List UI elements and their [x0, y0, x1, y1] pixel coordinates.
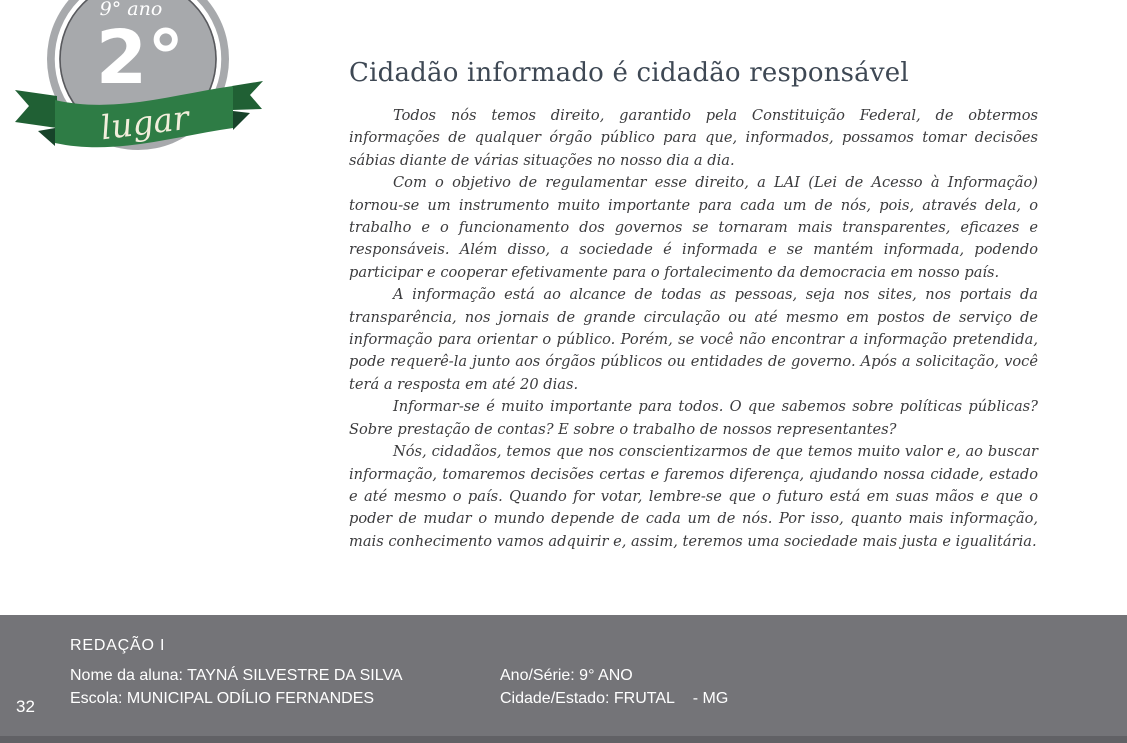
grade-line — [500, 667, 633, 685]
article-body — [349, 105, 1038, 553]
city-label: Cidade/Estado: — [500, 690, 610, 707]
page-number: 32 — [16, 697, 35, 716]
award-badge — [0, 0, 300, 175]
section-label: REDAÇÃO I — [70, 637, 166, 654]
footer-bottom-strip — [0, 736, 1127, 743]
school-label: Escola: — [70, 690, 123, 707]
student-name-label: Nome da aluna: — [70, 667, 183, 684]
state-value: - MG — [692, 690, 729, 707]
paragraph-1: Todos nós temos direito, garantido pela Constituição Federal, de obtermos informações de qualquer órgão público para que, informados, possamos tomar decisões sábias diante de várias situações no nosso dia a dia. — [349, 107, 1038, 169]
ribbon-left-fold — [38, 128, 55, 146]
student-name-value: TAYNÁ SILVESTRE DA SILVA — [187, 667, 403, 684]
ribbon-left-tail — [15, 90, 57, 128]
paragraph-2: Com o objetivo de regulamentar esse direito, a LAI (Lei de Acesso à Informação) tornou-se um instrumento muito importante para cada um de nós, pois, através dela, o trabalho e o funcionamento dos governos se tornaram mais transparentes, eficazes e responsáveis. Além disso, a sociedade é informada e se mantém informada, podendo participar e cooperar efetivamente para o fortalecimento da democracia em nosso país. — [349, 174, 1038, 281]
footer-bar — [0, 615, 1127, 743]
school-value: MUNICIPAL ODÍLIO FERNANDES — [126, 690, 375, 707]
city-state-line — [500, 690, 728, 708]
school-line — [70, 690, 374, 708]
article — [349, 58, 1038, 553]
badge-year-label: 9° ano — [99, 0, 163, 20]
ribbon-right-fold — [233, 111, 250, 130]
paragraph-5: Nós, cidadãos, temos que nos conscientizarmos de que temos muito valor e, ao buscar informação, tomaremos decisões certas e faremos diferença, ajudando nossa cidade, estado e até mesmo o país. Quando for votar, lembre-se que o futuro está em suas mãos e que o poder de mudar o mundo depende de cada um de nós. Por isso, quanto mais informação, mais conhecimento vamos adquirir e, assim, teremos uma sociedade mais justa e igualitária. — [349, 443, 1038, 550]
grade-label: Ano/Série: — [500, 667, 575, 684]
grade-value: 9° ANO — [579, 667, 633, 684]
ribbon-right-tail — [232, 81, 263, 110]
badge-place-label: lugar — [98, 97, 191, 148]
article-title: Cidadão informado é cidadão responsável — [349, 58, 909, 88]
paragraph-4: Informar-se é muito importante para todos. O que sabemos sobre políticas públicas? Sobre prestação de contas? E sobre o trabalho de nossos representantes? — [349, 398, 1038, 438]
paragraph-3: A informação está ao alcance de todas as pessoas, seja nos sites, nos portais da transparência, nos jornais de grande circulação ou até mesmo em postos de serviço de informação para orientar o público. Porém, se você não encontrar a informação pretendida, pode requerê-la junto aos órgãos públicos ou entidades de governo. Após a solicitação, você terá a resposta em até 20 dias. — [349, 286, 1038, 393]
badge-place-number: 2° — [95, 15, 185, 101]
student-name-line — [70, 667, 403, 685]
city-value: FRUTAL — [613, 690, 675, 707]
